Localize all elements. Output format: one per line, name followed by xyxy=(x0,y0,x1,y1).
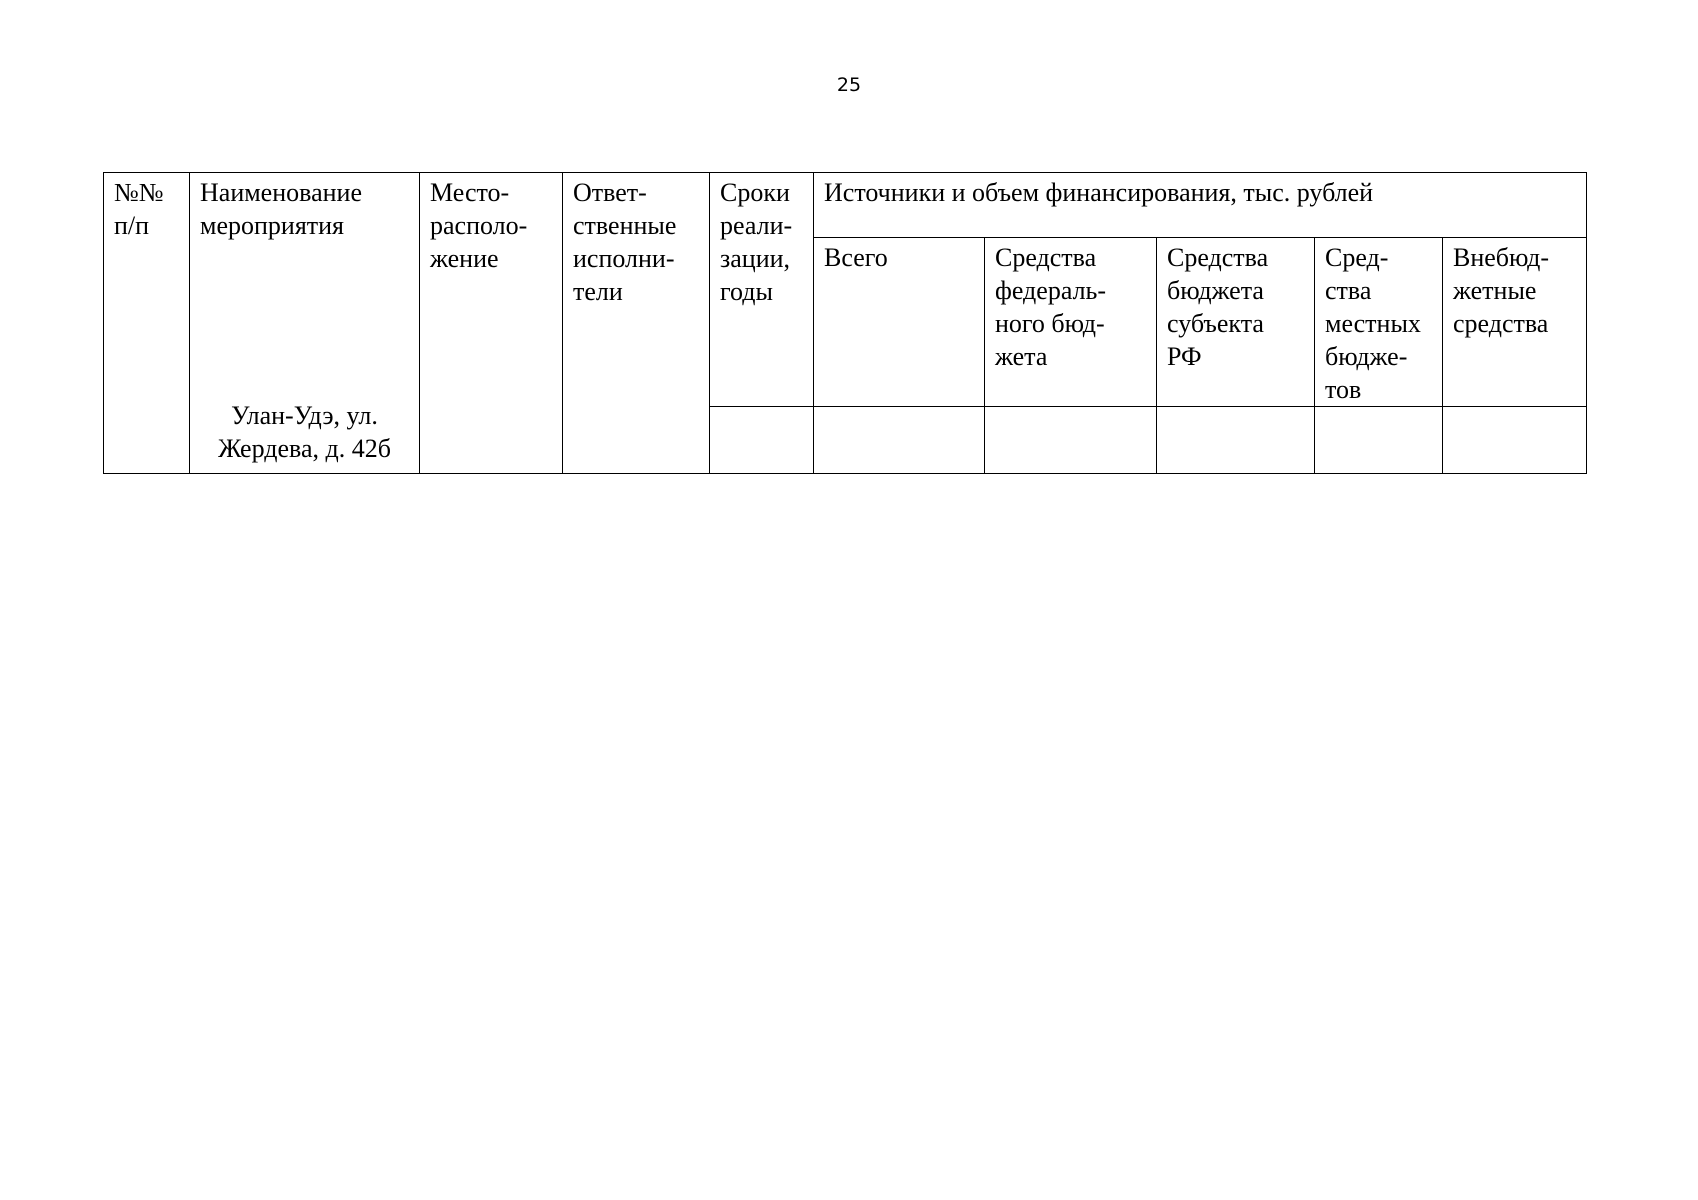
row-terms xyxy=(710,407,814,474)
row-total xyxy=(814,407,985,474)
header-location: Место- располо- жение xyxy=(420,173,563,474)
header-number: №№ п/п xyxy=(104,173,190,474)
row-name-location: Улан-Удэ, ул. Жердева, д. 42б xyxy=(218,401,391,463)
page-number: 25 xyxy=(836,74,862,96)
header-name-label: Наименование мероприятия xyxy=(200,178,362,240)
row-federal xyxy=(985,407,1157,474)
header-row-1 xyxy=(104,173,1587,238)
header-federal: Средства федераль- ного бюд- жета xyxy=(985,238,1157,407)
header-total: Всего xyxy=(814,238,985,407)
row-extra xyxy=(1443,407,1587,474)
row-regional xyxy=(1157,407,1315,474)
header-funding: Источники и объем финансирования, тыс. рублей xyxy=(814,173,1587,238)
funding-table xyxy=(103,172,1587,474)
header-responsible: Ответ- ственные исполни- тели xyxy=(563,173,710,474)
row-local xyxy=(1315,407,1443,474)
header-extra: Внебюд- жетные средства xyxy=(1443,238,1587,407)
header-local: Сред- ства местных бюдже- тов xyxy=(1315,238,1443,407)
header-regional: Средства бюджета субъекта РФ xyxy=(1157,238,1315,407)
header-terms: Сроки реали- зации, годы xyxy=(710,173,814,407)
header-name xyxy=(190,173,420,474)
